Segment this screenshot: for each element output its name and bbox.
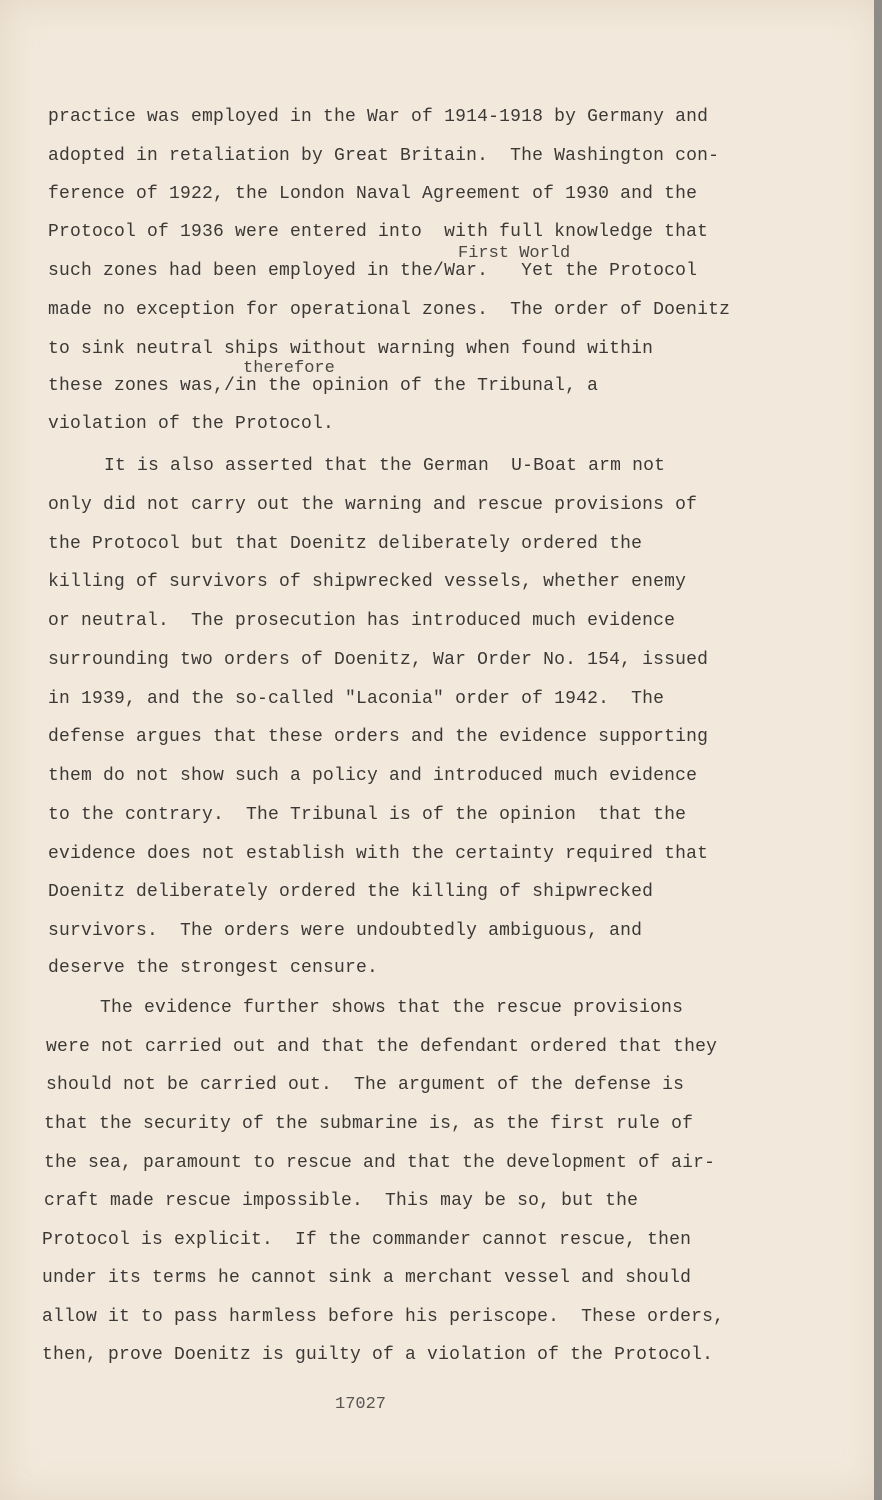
text-line-28: the sea, paramount to rescue and that the development of air- bbox=[44, 1153, 716, 1173]
text-line-22: survivors. The orders were undoubtedly ambiguous, and bbox=[48, 921, 643, 941]
text-line-9: violation of the Protocol. bbox=[48, 414, 335, 434]
text-line-26: should not be carried out. The argument of the defense is bbox=[46, 1075, 685, 1095]
text-line-10: It is also asserted that the German U-Boat arm not bbox=[104, 456, 666, 476]
text-line-6: made no exception for operational zones. The order of Doenitz bbox=[48, 300, 731, 320]
handwritten-insertion-first-world: First World bbox=[458, 244, 571, 263]
text-line-11: only did not carry out the warning and rescue provisions of bbox=[48, 495, 698, 515]
text-line-5: such zones had been employed in the/War. Yet the Protocol bbox=[48, 261, 698, 281]
text-line-4: Protocol of 1936 were entered into with full knowledge that bbox=[48, 222, 709, 242]
text-line-17: defense argues that these orders and the evidence supporting bbox=[48, 727, 709, 747]
text-line-7: to sink neutral ships without warning when found within bbox=[48, 339, 654, 359]
text-line-19: to the contrary. The Tribunal is of the opinion that the bbox=[48, 805, 687, 825]
text-line-3: ference of 1922, the London Naval Agreement of 1930 and the bbox=[48, 184, 698, 204]
text-line-21: Doenitz deliberately ordered the killing of shipwrecked bbox=[48, 882, 654, 902]
text-line-23: deserve the strongest censure. bbox=[48, 958, 379, 978]
text-line-15: surrounding two orders of Doenitz, War Order No. 154, issued bbox=[48, 650, 709, 670]
text-line-13: killing of survivors of shipwrecked vessels, whether enemy bbox=[48, 572, 687, 592]
text-line-1: practice was employed in the War of 1914-1918 by Germany and bbox=[48, 107, 709, 127]
text-line-16: in 1939, and the so-called "Laconia" order of 1942. The bbox=[48, 689, 665, 709]
text-line-8: these zones was,/in the opinion of the Tribunal, a bbox=[48, 376, 599, 396]
text-line-33: then, prove Doenitz is guilty of a violation of the Protocol. bbox=[42, 1345, 714, 1365]
text-line-24: The evidence further shows that the rescue provisions bbox=[100, 998, 684, 1018]
text-line-12: the Protocol but that Doenitz deliberately ordered the bbox=[48, 534, 643, 554]
text-line-20: evidence does not establish with the certainty required that bbox=[48, 844, 709, 864]
text-line-32: allow it to pass harmless before his periscope. These orders, bbox=[42, 1307, 725, 1327]
page-edge bbox=[874, 0, 882, 1500]
handwritten-insertion-therefore: therefore bbox=[243, 359, 335, 378]
text-line-30: Protocol is explicit. If the commander cannot rescue, then bbox=[42, 1230, 692, 1250]
page-number: 17027 bbox=[335, 1395, 387, 1414]
text-line-2: adopted in retaliation by Great Britain. The Washington con- bbox=[48, 146, 720, 166]
text-line-31: under its terms he cannot sink a merchant vessel and should bbox=[42, 1268, 692, 1288]
text-line-27: that the security of the submarine is, as the first rule of bbox=[44, 1114, 694, 1134]
text-line-14: or neutral. The prosecution has introduced much evidence bbox=[48, 611, 676, 631]
text-line-25: were not carried out and that the defendant ordered that they bbox=[46, 1037, 718, 1057]
text-line-18: them do not show such a policy and introduced much evidence bbox=[48, 766, 698, 786]
text-line-29: craft made rescue impossible. This may be so, but the bbox=[44, 1191, 639, 1211]
